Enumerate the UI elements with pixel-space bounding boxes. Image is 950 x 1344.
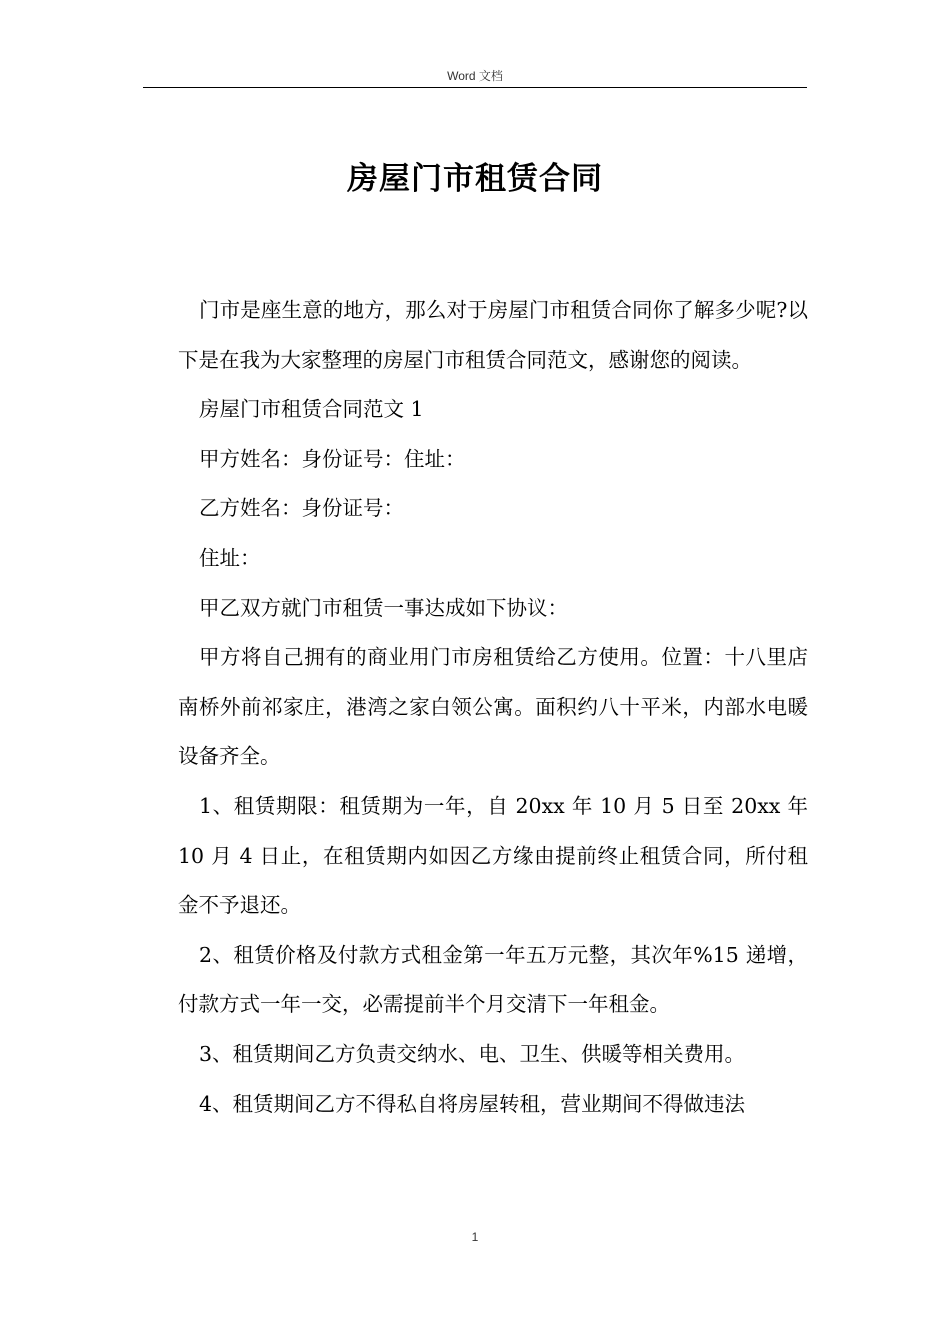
paragraph-agreement-intro: 甲乙双方就门市租赁一事达成如下协议： — [199, 595, 568, 620]
paragraph-clause-2: 2、租赁价格及付款方式租金第一年五万元整，其次年%15 递增，付款方式一年一交，必需提前半个月交清下一年租金。 — [178, 942, 808, 1017]
paragraph-clause-4: 4、租赁期间乙方不得私自将房屋转租，营业期间不得做违法 — [199, 1091, 746, 1116]
paragraph-premises: 甲方将自己拥有的商业用门市房租赁给乙方使用。位置：十八里店南桥外前祁家庄，港湾之家白领公寓。面积约八十平米，内部水电暖设备齐全。 — [178, 645, 808, 769]
document-body — [178, 286, 808, 1129]
paragraph-party-a: 甲方姓名：身份证号：住址： — [199, 446, 466, 471]
paragraph-intro: 门市是座生意的地方，那么对于房屋门市租赁合同你了解多少呢?以下是在我为大家整理的房屋门市租赁合同范文，感谢您的阅读。 — [178, 298, 808, 372]
document-title: 房屋门市租赁合同 — [347, 161, 603, 197]
paragraph-clause-3: 3、租赁期间乙方负责交纳水、电、卫生、供暖等相关费用。 — [199, 1041, 746, 1066]
paragraph-party-b: 乙方姓名：身份证号： — [199, 496, 404, 521]
page-number: 1 — [471, 1230, 479, 1244]
paragraph-party-b-address: 住址： — [199, 545, 261, 570]
paragraph-clause-1: 1、租赁期限：租赁期为一年，自 20xx 年 10 月 5 日至 20xx 年 10 月 4 日止，在租赁期内如因乙方缘由提前终止租赁合同，所付租金不予退还。 — [178, 793, 808, 918]
header-divider — [143, 87, 807, 88]
page-header-label: Word 文档 — [447, 69, 503, 83]
paragraph-section-heading: 房屋门市租赁合同范文 1 — [199, 397, 424, 422]
